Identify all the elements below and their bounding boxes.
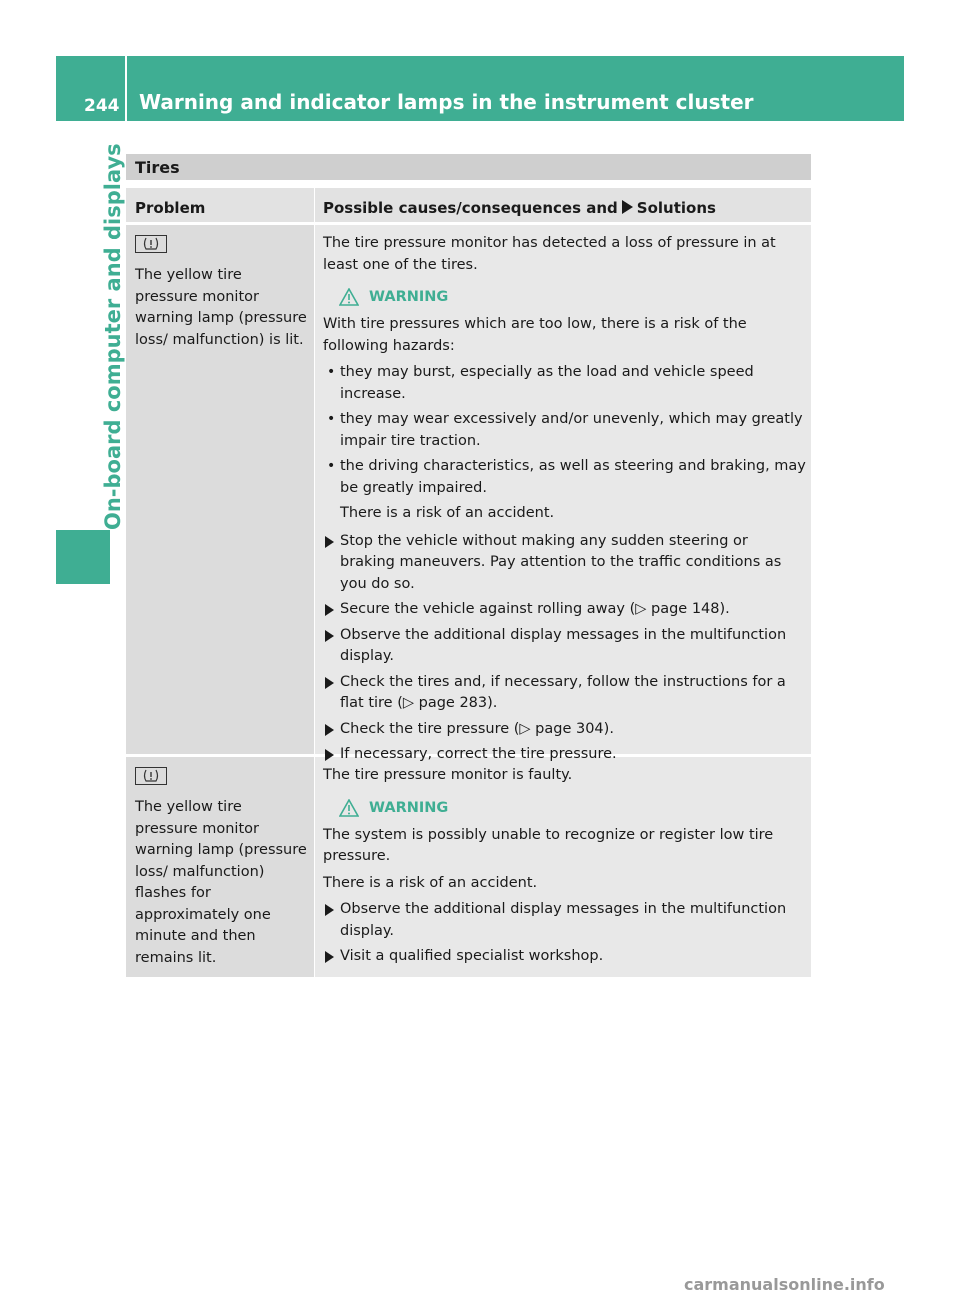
causes-cell	[315, 757, 811, 977]
side-tab-block	[56, 530, 110, 584]
problem-cell	[126, 757, 314, 977]
action-item: Check the tire pressure (▷ page 304).	[323, 719, 807, 741]
action-arrow-icon	[325, 749, 334, 761]
side-tab-label: On-board computer and displays	[101, 143, 125, 530]
problem-cell	[126, 225, 314, 754]
action-arrow-icon	[325, 951, 334, 963]
action-arrow-icon	[325, 677, 334, 689]
action-arrow-icon	[325, 604, 334, 616]
col-header-causes	[315, 188, 811, 222]
tire-pressure-icon	[135, 235, 167, 253]
warning-label: WARNING	[369, 289, 449, 305]
table-header-row	[126, 188, 811, 222]
table-row	[126, 225, 811, 762]
action-item: Observe the additional display messages in the multifunction display.	[323, 625, 807, 668]
action-arrow-icon	[325, 630, 334, 642]
problem-text: The yellow tire pressure monitor warning lamp (pressure loss/ malfunction) flashes for approximately one minute and then remains lit.	[135, 799, 307, 966]
warning-label: WARNING	[369, 799, 449, 816]
warning-triangle-icon	[339, 799, 359, 817]
causes-cell	[315, 225, 811, 762]
list-item: • they may burst, especially as the load and vehicle speed increase.	[327, 364, 754, 402]
chapter-title: Warning and indicator lamps in the instrument cluster	[139, 90, 754, 114]
tire-pressure-icon	[135, 767, 167, 785]
action-arrow-icon	[325, 536, 334, 548]
col-header-causes-suffix: Solutions	[636, 199, 716, 217]
action-arrow-icon	[325, 724, 334, 736]
list-item: • the driving characteristics, as well as steering and braking, may be greatly impaired.	[327, 458, 806, 496]
action-item: Observe the additional display messages in the multifunction display.	[323, 899, 807, 942]
warning-text: The system is possibly unable to recognize or register low tire pressure.	[323, 826, 774, 864]
bullet-icon: •	[327, 364, 336, 380]
risk-text: There is a risk of an accident.	[340, 505, 555, 521]
action-item: Check the tires and, if necessary, follow the instructions for a flat tire (▷ page 283).	[323, 672, 807, 715]
action-item: Visit a qualified specialist workshop.	[323, 946, 807, 968]
section-title: Tires	[126, 154, 811, 180]
tires-table	[126, 154, 811, 980]
action-item: If necessary, correct the tire pressure.	[323, 744, 807, 766]
action-arrow-icon	[325, 904, 334, 916]
footer-watermark: carmanualsonline.info	[684, 1275, 885, 1294]
solutions-arrow-icon	[622, 200, 633, 214]
intro-text: The tire pressure monitor is faulty.	[323, 767, 573, 783]
bullet-icon: •	[327, 458, 336, 474]
problem-text: The yellow tire pressure monitor warning lamp (pressure loss/ malfunction) is lit.	[135, 267, 307, 348]
bullet-icon: •	[327, 411, 336, 427]
table-row	[126, 757, 811, 977]
action-item: Secure the vehicle against rolling away (▷ page 148).	[323, 599, 807, 621]
warning-heading	[339, 288, 807, 306]
col-header-problem: Problem	[126, 188, 314, 222]
page-number: 244	[84, 96, 120, 116]
warning-triangle-icon	[339, 288, 359, 306]
warning-heading	[339, 799, 807, 817]
risk-text: There is a risk of an accident.	[323, 874, 538, 891]
action-item: Stop the vehicle without making any sudden steering or braking maneuvers. Pay attention to the traffic conditions as you do so.	[323, 531, 807, 596]
intro-text: The tire pressure monitor has detected a loss of pressure in at least one of the tires.	[323, 235, 776, 273]
list-item: • they may wear excessively and/or unevenly, which may greatly impair tire traction.	[327, 411, 803, 449]
header-separator	[125, 56, 127, 121]
col-header-causes-prefix: Possible causes/consequences and	[323, 199, 618, 217]
warning-text: With tire pressures which are too low, there is a risk of the following hazards:	[323, 316, 747, 354]
